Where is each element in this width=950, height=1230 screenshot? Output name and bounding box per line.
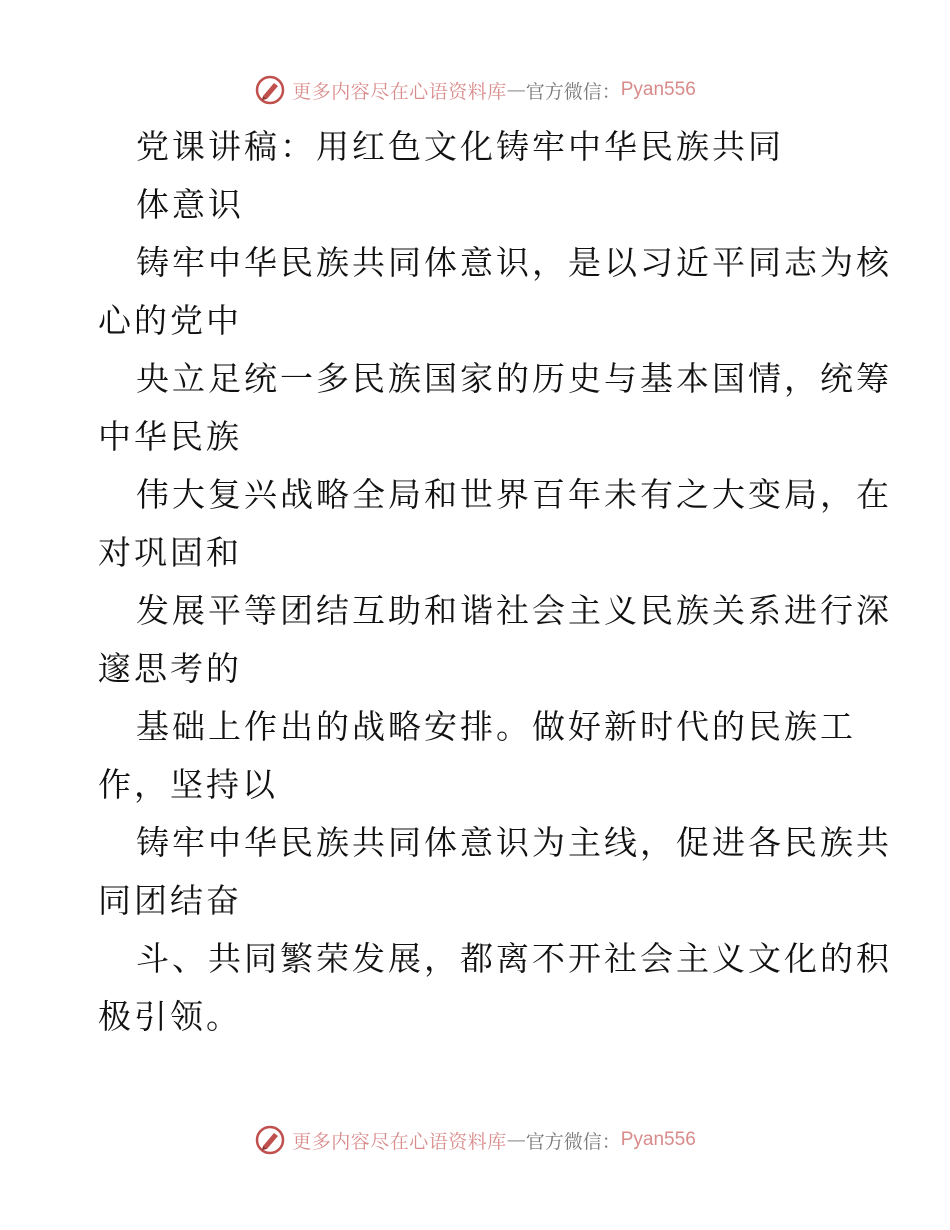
paragraph-line: 作，坚持以 bbox=[98, 765, 278, 804]
paragraph-line: 对巩固和 bbox=[98, 533, 242, 572]
document-body bbox=[98, 118, 892, 1046]
watermark-main-text: 更多内容尽在心语资料库 bbox=[292, 80, 507, 103]
header-watermark bbox=[0, 70, 950, 110]
paragraph-line: 邃思考的 bbox=[98, 649, 242, 688]
watermark-separator: — bbox=[506, 79, 526, 101]
pen-logo-icon bbox=[254, 74, 286, 106]
watermark-main-text: 更多内容尽在心语资料库 bbox=[292, 1130, 507, 1153]
watermark-wechat-label: 官方微信： bbox=[525, 80, 621, 103]
watermark-wechat-id: Pyan556 bbox=[620, 79, 696, 100]
document-title-line-1: 党课讲稿：用红色文化铸牢中华民族共同 bbox=[136, 127, 784, 166]
paragraph-line: 发展平等团结互助和谐社会主义民族关系进行深 bbox=[136, 591, 892, 630]
document-title-line-2: 体意识 bbox=[136, 185, 244, 224]
paragraph-line: 基础上作出的战略安排。做好新时代的民族工 bbox=[136, 707, 856, 746]
watermark-separator: — bbox=[506, 1129, 526, 1151]
paragraph-line: 斗、共同繁荣发展，都离不开社会主义文化的积 bbox=[136, 939, 892, 978]
footer-watermark bbox=[0, 1120, 950, 1160]
watermark-wechat-label: 官方微信： bbox=[525, 1130, 621, 1153]
paragraph-line: 极引领。 bbox=[98, 997, 242, 1036]
paragraph-line: 铸牢中华民族共同体意识，是以习近平同志为核 bbox=[136, 243, 892, 282]
watermark-wechat-id: Pyan556 bbox=[620, 1129, 696, 1150]
paragraph-line: 同团结奋 bbox=[98, 881, 242, 920]
paragraph-line: 铸牢中华民族共同体意识为主线，促进各民族共 bbox=[136, 823, 892, 862]
paragraph-line: 心的党中 bbox=[98, 301, 242, 340]
pen-logo-icon bbox=[254, 1124, 286, 1156]
paragraph-line: 央立足统一多民族国家的历史与基本国情，统筹 bbox=[136, 359, 892, 398]
paragraph-line: 中华民族 bbox=[98, 417, 242, 456]
paragraph-line: 伟大复兴战略全局和世界百年未有之大变局，在 bbox=[136, 475, 892, 514]
